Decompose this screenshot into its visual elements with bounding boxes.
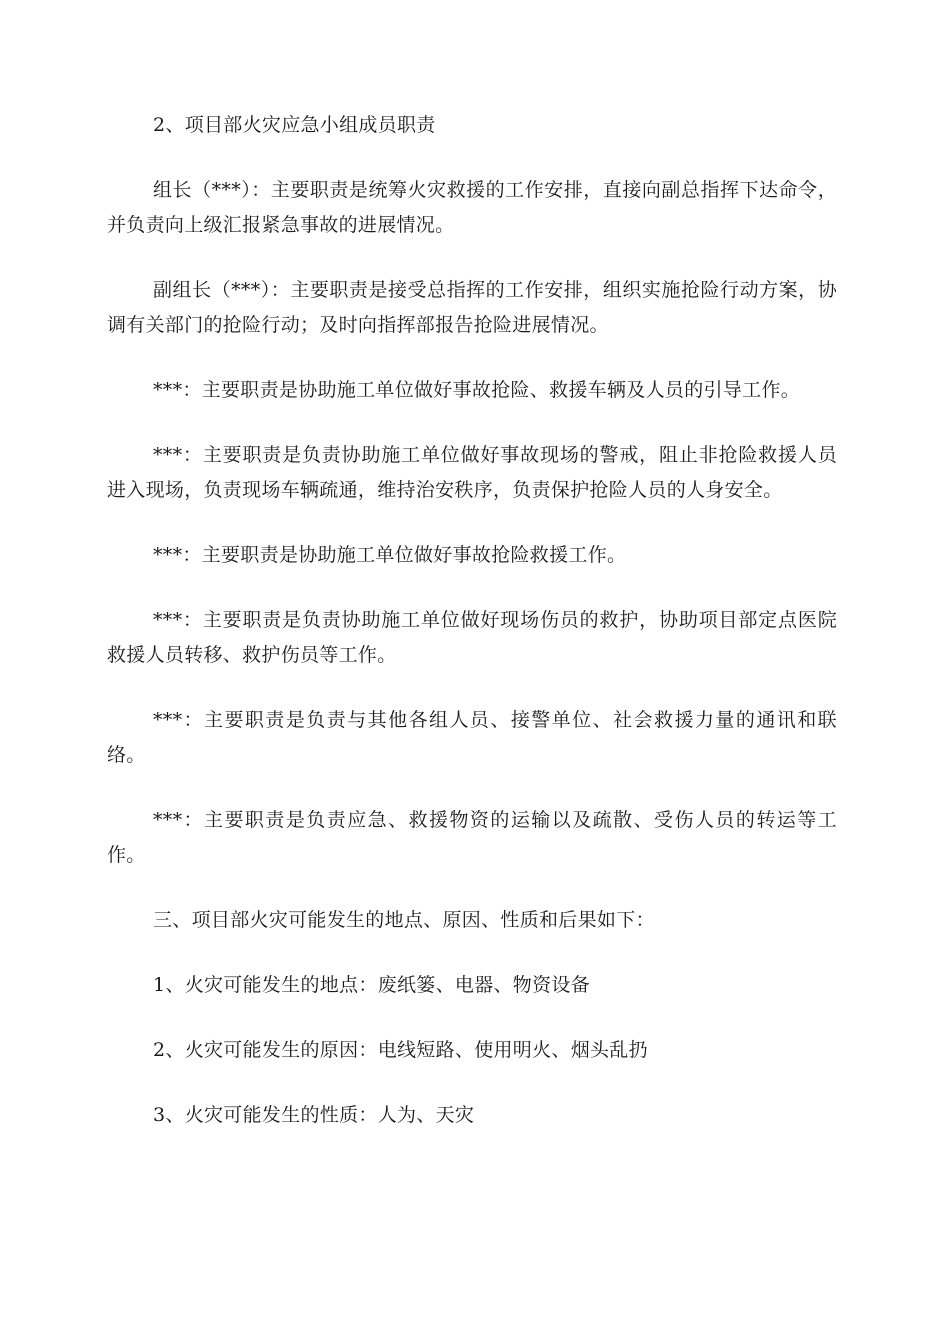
list-item-fire-locations: 1、火灾可能发生的地点：废纸篓、电器、物资设备 [153,974,590,996]
section-heading-fire-analysis: 三、项目部火灾可能发生的地点、原因、性质和后果如下： [153,909,655,931]
paragraph-member-medical-duties: ***：主要职责是负责协助施工单位做好现场伤员的救护，协助项目部定点医院救援人员转移、救护伤员等工作。 [107,609,837,666]
list-item-fire-causes: 2、火灾可能发生的原因：电线短路、使用明火、烟头乱扔 [153,1039,648,1061]
section-heading-fire-team-duties: 2、项目部火灾应急小组成员职责 [153,114,436,136]
paragraph-member-rescue-duties: ***：主要职责是协助施工单位做好事故抢险救援工作。 [153,544,627,566]
document-body [107,108,837,1133]
paragraph-member-transport-duties: ***：主要职责是负责应急、救援物资的运输以及疏散、受伤人员的转运等工作。 [107,809,837,866]
paragraph-member-security-duties: ***：主要职责是负责协助施工单位做好事故现场的警戒，阻止非抢险救援人员进入现场，负责现场车辆疏通，维持治安秩序，负责保护抢险人员的人身安全。 [107,444,837,501]
paragraph-member-guidance-duties: ***：主要职责是协助施工单位做好事故抢险、救援车辆及人员的引导工作。 [153,379,801,401]
paragraph-deputy-leader-duties: 副组长（***）：主要职责是接受总指挥的工作安排，组织实施抢险行动方案，协调有关部门的抢险行动；及时向指挥部报告抢险进展情况。 [107,279,837,336]
list-item-fire-nature: 3、火灾可能发生的性质：人为、天灾 [153,1104,475,1126]
paragraph-member-communication-duties: ***：主要职责是负责与其他各组人员、接警单位、社会救援力量的通讯和联络。 [107,709,837,766]
paragraph-team-leader-duties: 组长（***）：主要职责是统筹火灾救援的工作安排，直接向副总指挥下达命令，并负责向上级汇报紧急事故的进展情况。 [107,179,837,236]
